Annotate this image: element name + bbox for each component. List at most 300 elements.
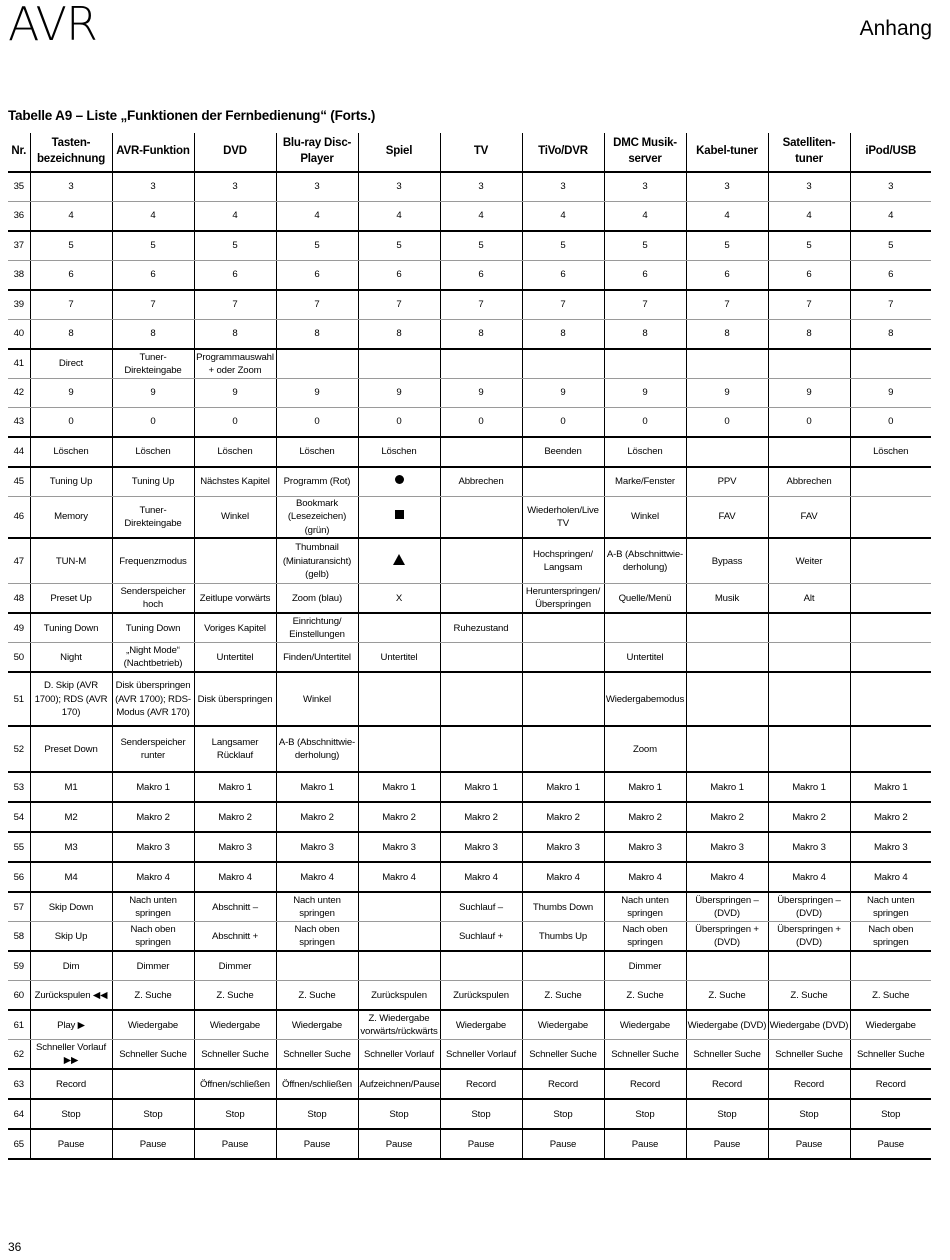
table-cell: Schneller Suche [194, 1040, 276, 1070]
table-cell: 8 [768, 320, 850, 350]
table-cell: A-B (Abschnittwie-derholung) [276, 726, 358, 772]
column-header: Nr. [11, 145, 27, 158]
table-cell: FAV [686, 497, 768, 539]
table-cell: M1 [30, 772, 112, 802]
table-cell: Thumbs Up [522, 922, 604, 952]
table-cell: Record [604, 1069, 686, 1099]
table-cell: Disk überspringen [194, 672, 276, 726]
table-cell [522, 726, 604, 772]
table-cell [686, 437, 768, 467]
table-cell: 7 [768, 290, 850, 320]
table-cell: Suchlauf + [440, 922, 522, 952]
table-cell: 8 [604, 320, 686, 350]
table-cell: 6 [276, 261, 358, 291]
table-cell: 8 [112, 320, 194, 350]
table-cell [686, 349, 768, 379]
table-cell: 6 [522, 261, 604, 291]
remote-functions-table [8, 133, 931, 1160]
table-cell [604, 349, 686, 379]
table-row [8, 981, 931, 1011]
table-cell: Programm (Rot) [276, 467, 358, 497]
table-cell [440, 584, 522, 614]
table-cell: Makro 1 [276, 772, 358, 802]
table-cell: Makro 1 [358, 772, 440, 802]
table-cell [850, 538, 931, 584]
table-row [8, 802, 931, 832]
table-cell: M4 [30, 862, 112, 892]
table-cell: Schneller Suche [112, 1040, 194, 1070]
table-cell: Nach oben springen [112, 922, 194, 952]
table-cell: Langsamer Rücklauf [194, 726, 276, 772]
table-cell: 7 [276, 290, 358, 320]
table-header [8, 133, 931, 172]
row-number: 45 [8, 467, 30, 497]
table-cell: Makro 3 [604, 832, 686, 862]
table-cell: Record [440, 1069, 522, 1099]
table-cell: 0 [850, 408, 931, 438]
table-cell: Record [686, 1069, 768, 1099]
table-cell [768, 643, 850, 673]
table-cell: Makro 3 [686, 832, 768, 862]
table-cell: 6 [768, 261, 850, 291]
table-cell: PPV [686, 467, 768, 497]
table-cell: Nach oben springen [604, 922, 686, 952]
table-cell: 3 [30, 172, 112, 202]
table-cell: Skip Up [30, 922, 112, 952]
table-cell: 8 [440, 320, 522, 350]
row-number: 62 [8, 1040, 30, 1070]
table-cell: Pause [522, 1129, 604, 1159]
table-cell: Wiedergabe [276, 1010, 358, 1040]
table-row [8, 726, 931, 772]
table-row [8, 202, 931, 232]
table-cell: Bookmark (Lesezeichen) (grün) [276, 497, 358, 539]
table-cell: Überspringen – (DVD) [768, 892, 850, 922]
row-number: 36 [8, 202, 30, 232]
row-number: 64 [8, 1099, 30, 1129]
table-cell: Löschen [30, 437, 112, 467]
table-cell: 0 [30, 408, 112, 438]
table-cell: Marke/Fenster [604, 467, 686, 497]
table-cell [768, 437, 850, 467]
dot-icon [395, 475, 404, 484]
table-cell: Voriges Kapitel [194, 613, 276, 643]
table-cell: 8 [850, 320, 931, 350]
table-cell: Quelle/Menü [604, 584, 686, 614]
table-cell: Tuner-Direkteingabe [112, 497, 194, 539]
table-row [8, 1129, 931, 1159]
row-number: 52 [8, 726, 30, 772]
table-cell: Schneller Suche [686, 1040, 768, 1070]
table-cell: 7 [358, 290, 440, 320]
table-cell: Stop [522, 1099, 604, 1129]
table-cell: Wiedergabe (DVD) [768, 1010, 850, 1040]
table-cell: Makro 3 [112, 832, 194, 862]
table-cell: 4 [768, 202, 850, 232]
table-cell: Zurückspulen [440, 981, 522, 1011]
table-cell: Makro 3 [440, 832, 522, 862]
table-row [8, 261, 931, 291]
table-cell: Wiedergabe [522, 1010, 604, 1040]
table-cell: Abschnitt + [194, 922, 276, 952]
table-cell: Pause [276, 1129, 358, 1159]
table-cell: Abschnitt – [194, 892, 276, 922]
table-cell: Pause [440, 1129, 522, 1159]
table-cell [440, 349, 522, 379]
table-cell: Senderspeicher runter [112, 726, 194, 772]
table-cell: Z. Wiedergabe vorwärts/rückwärts [358, 1010, 440, 1040]
table-cell: Memory [30, 497, 112, 539]
table-cell: 9 [276, 379, 358, 408]
table-cell: 6 [112, 261, 194, 291]
table-cell [358, 892, 440, 922]
row-number: 47 [8, 538, 30, 584]
table-row [8, 892, 931, 922]
table-cell: 4 [522, 202, 604, 232]
table-cell [358, 349, 440, 379]
table-cell: Makro 1 [194, 772, 276, 802]
table-row [8, 1069, 931, 1099]
table-cell: Untertitel [604, 643, 686, 673]
table-cell [358, 922, 440, 952]
table-cell: Makro 2 [358, 802, 440, 832]
table-row [8, 538, 931, 584]
table-cell: Löschen [112, 437, 194, 467]
table-cell: 4 [604, 202, 686, 232]
table-cell [276, 951, 358, 981]
table-cell: 0 [358, 408, 440, 438]
table-cell [850, 643, 931, 673]
table-cell: 7 [850, 290, 931, 320]
table-cell: Z. Suche [686, 981, 768, 1011]
table-row [8, 408, 931, 438]
table-cell: Nach unten springen [604, 892, 686, 922]
table-cell: Nach unten springen [850, 892, 931, 922]
table-cell: 0 [440, 408, 522, 438]
table-cell: Pause [604, 1129, 686, 1159]
table-cell: 6 [194, 261, 276, 291]
table-cell: 3 [440, 172, 522, 202]
table-cell: Schneller Suche [604, 1040, 686, 1070]
table-cell: Makro 2 [686, 802, 768, 832]
table-cell [358, 467, 440, 497]
table-cell [358, 726, 440, 772]
table-row [8, 584, 931, 614]
table-cell: 6 [358, 261, 440, 291]
table-title: Tabelle A9 – Liste „Funktionen der Fernbedienung“ (Forts.) [8, 108, 376, 123]
row-number: 51 [8, 672, 30, 726]
table-cell: Alt [768, 584, 850, 614]
table-cell: Makro 2 [768, 802, 850, 832]
table-row [8, 832, 931, 862]
table-cell: Makro 1 [440, 772, 522, 802]
table-cell: Schneller Vorlauf [440, 1040, 522, 1070]
table-cell: 0 [522, 408, 604, 438]
table-cell: Pause [30, 1129, 112, 1159]
table-cell: 7 [194, 290, 276, 320]
column-header: DMC Musik-server [604, 133, 686, 172]
table-cell: Öffnen/schließen [276, 1069, 358, 1099]
table-cell: Makro 4 [768, 862, 850, 892]
table-cell: FAV [768, 497, 850, 539]
table-cell: Night [30, 643, 112, 673]
row-number: 49 [8, 613, 30, 643]
table-cell: 4 [112, 202, 194, 232]
table-row [8, 320, 931, 350]
table-cell: Makro 2 [440, 802, 522, 832]
table-cell: 4 [686, 202, 768, 232]
table-cell: Skip Down [30, 892, 112, 922]
table-cell: Pause [850, 1129, 931, 1159]
row-number: 50 [8, 643, 30, 673]
table-cell [768, 951, 850, 981]
table-cell [686, 672, 768, 726]
table-cell: Senderspeicher hoch [112, 584, 194, 614]
table-cell: Überspringen + (DVD) [768, 922, 850, 952]
table-cell: Dimmer [112, 951, 194, 981]
table-cell: Löschen [194, 437, 276, 467]
table-cell: 7 [30, 290, 112, 320]
row-number: 63 [8, 1069, 30, 1099]
table-cell: D. Skip (AVR 1700); RDS (AVR 170) [30, 672, 112, 726]
table-cell: Nach oben springen [850, 922, 931, 952]
table-cell [686, 951, 768, 981]
table-cell: X [358, 584, 440, 614]
table-cell: Zoom [604, 726, 686, 772]
table-cell: Preset Down [30, 726, 112, 772]
table-cell: Wiedergabe (DVD) [686, 1010, 768, 1040]
table-cell [522, 613, 604, 643]
table-cell: Z. Suche [604, 981, 686, 1011]
table-cell: Makro 1 [850, 772, 931, 802]
table-cell: 3 [768, 172, 850, 202]
table-cell [522, 643, 604, 673]
table-cell: Makro 2 [604, 802, 686, 832]
table-cell [112, 1069, 194, 1099]
table-cell: 0 [604, 408, 686, 438]
table-cell: Pause [768, 1129, 850, 1159]
table-cell: 4 [30, 202, 112, 232]
table-row [8, 231, 931, 261]
table-cell: Makro 4 [194, 862, 276, 892]
table-cell: TUN-M [30, 538, 112, 584]
table-cell: Z. Suche [768, 981, 850, 1011]
table-cell: Makro 4 [112, 862, 194, 892]
table-row [8, 290, 931, 320]
table-row [8, 497, 931, 539]
table-cell: Winkel [604, 497, 686, 539]
table-cell: 8 [194, 320, 276, 350]
table-row [8, 772, 931, 802]
table-cell [440, 643, 522, 673]
table-cell: Direct [30, 349, 112, 379]
table-cell: 5 [850, 231, 931, 261]
table-cell [358, 951, 440, 981]
row-number: 41 [8, 349, 30, 379]
table-cell: 5 [276, 231, 358, 261]
table-cell [686, 613, 768, 643]
table-cell: Dim [30, 951, 112, 981]
table-cell: Pause [358, 1129, 440, 1159]
table-cell: Finden/Untertitel [276, 643, 358, 673]
table-cell: Stop [768, 1099, 850, 1129]
table-cell: 0 [768, 408, 850, 438]
row-number: 57 [8, 892, 30, 922]
table-cell [850, 613, 931, 643]
row-number: 48 [8, 584, 30, 614]
table-cell: 6 [30, 261, 112, 291]
row-number: 56 [8, 862, 30, 892]
table-cell [850, 467, 931, 497]
table-cell: Musik [686, 584, 768, 614]
table-row [8, 1010, 931, 1040]
table-cell: Schneller Vorlauf [358, 1040, 440, 1070]
table-cell: Wiedergabemodus [604, 672, 686, 726]
table-cell [686, 726, 768, 772]
table-cell: Dimmer [194, 951, 276, 981]
table-cell: Nach unten springen [112, 892, 194, 922]
table-cell [850, 349, 931, 379]
table-cell: „Night Mode“ (Nachtbetrieb) [112, 643, 194, 673]
table-cell: Schneller Suche [276, 1040, 358, 1070]
table-cell: Winkel [276, 672, 358, 726]
table-cell [440, 497, 522, 539]
column-header: Kabel-tuner [686, 133, 768, 172]
table-cell: Wiedergabe [850, 1010, 931, 1040]
table-cell: Z. Suche [112, 981, 194, 1011]
table-row [8, 951, 931, 981]
column-header: Satelliten-tuner [768, 133, 850, 172]
table-cell: Dimmer [604, 951, 686, 981]
table-cell: M3 [30, 832, 112, 862]
table-cell: 8 [276, 320, 358, 350]
table-cell [768, 613, 850, 643]
brand-logo: AVR [8, 0, 97, 51]
table-cell: Makro 2 [194, 802, 276, 832]
table-cell: Makro 3 [194, 832, 276, 862]
table-cell: 9 [850, 379, 931, 408]
table-cell: Stop [604, 1099, 686, 1129]
table-cell: 0 [194, 408, 276, 438]
column-header: TV [440, 133, 522, 172]
table-cell: Record [850, 1069, 931, 1099]
table-cell: Nach oben springen [276, 922, 358, 952]
table-cell [768, 349, 850, 379]
table-cell: 3 [522, 172, 604, 202]
table-cell: Makro 3 [276, 832, 358, 862]
table-cell: A-B (Abschnittwie-derholung) [604, 538, 686, 584]
table-cell: 9 [768, 379, 850, 408]
table-cell: Wiedergabe [604, 1010, 686, 1040]
table-cell: Makro 3 [768, 832, 850, 862]
table-cell: 5 [522, 231, 604, 261]
table-cell: Tuning Up [112, 467, 194, 497]
column-header: iPod/USB [850, 133, 931, 172]
table-cell: 9 [194, 379, 276, 408]
table-cell [768, 672, 850, 726]
table-cell: 9 [604, 379, 686, 408]
table-cell: Stop [30, 1099, 112, 1129]
table-cell: Z. Suche [850, 981, 931, 1011]
row-number: 60 [8, 981, 30, 1011]
row-number: 61 [8, 1010, 30, 1040]
table-cell [440, 726, 522, 772]
table-cell: Makro 4 [850, 862, 931, 892]
table-cell: 3 [112, 172, 194, 202]
row-number: 38 [8, 261, 30, 291]
table-cell: Programmauswahl + oder Zoom [194, 349, 276, 379]
table-cell: 9 [30, 379, 112, 408]
table-cell: Makro 3 [850, 832, 931, 862]
table-cell: 9 [358, 379, 440, 408]
table-cell: 6 [604, 261, 686, 291]
table-cell: Herunterspringen/ Überspringen [522, 584, 604, 614]
table-cell: 3 [358, 172, 440, 202]
table-cell: Tuner-Direkteingabe [112, 349, 194, 379]
row-number: 42 [8, 379, 30, 408]
table-cell: 8 [686, 320, 768, 350]
table-cell: Zurückspulen [358, 981, 440, 1011]
table-cell: Stop [686, 1099, 768, 1129]
table-cell: 6 [850, 261, 931, 291]
table-cell: 3 [604, 172, 686, 202]
table-cell: Makro 4 [686, 862, 768, 892]
table-cell: Untertitel [194, 643, 276, 673]
table-cell: Makro 4 [276, 862, 358, 892]
table-cell: Record [30, 1069, 112, 1099]
row-number: 37 [8, 231, 30, 261]
table-cell: Abbrechen [440, 467, 522, 497]
table-cell: Einrichtung/ Einstellungen [276, 613, 358, 643]
table-cell: Z. Suche [276, 981, 358, 1011]
table-cell: 7 [522, 290, 604, 320]
table-row [8, 922, 931, 952]
table-cell: 0 [112, 408, 194, 438]
table-row [8, 467, 931, 497]
table-cell [850, 672, 931, 726]
table-cell: Pause [686, 1129, 768, 1159]
table-cell: Weiter [768, 538, 850, 584]
table-cell: 8 [358, 320, 440, 350]
table-cell: 6 [686, 261, 768, 291]
table-cell: Stop [276, 1099, 358, 1129]
page-number: 36 [8, 1240, 22, 1254]
table-cell: Makro 1 [604, 772, 686, 802]
section-title: Anhang [859, 17, 932, 40]
table-row [8, 643, 931, 673]
table-cell: 6 [440, 261, 522, 291]
table-cell: Bypass [686, 538, 768, 584]
row-number: 55 [8, 832, 30, 862]
column-header: DVD [194, 133, 276, 172]
table-cell [522, 467, 604, 497]
row-number: 39 [8, 290, 30, 320]
row-number: 53 [8, 772, 30, 802]
table-cell: Stop [440, 1099, 522, 1129]
column-header: TiVo/DVR [522, 133, 604, 172]
table-cell: Schneller Suche [850, 1040, 931, 1070]
table-cell: Makro 1 [112, 772, 194, 802]
table-cell: Überspringen – (DVD) [686, 892, 768, 922]
table-row [8, 613, 931, 643]
table-cell [850, 584, 931, 614]
table-cell: Schneller Suche [522, 1040, 604, 1070]
table-cell: Z. Suche [194, 981, 276, 1011]
table-row [8, 1040, 931, 1070]
table-cell: Nächstes Kapitel [194, 467, 276, 497]
table-cell [440, 437, 522, 467]
table-cell: Tuning Up [30, 467, 112, 497]
